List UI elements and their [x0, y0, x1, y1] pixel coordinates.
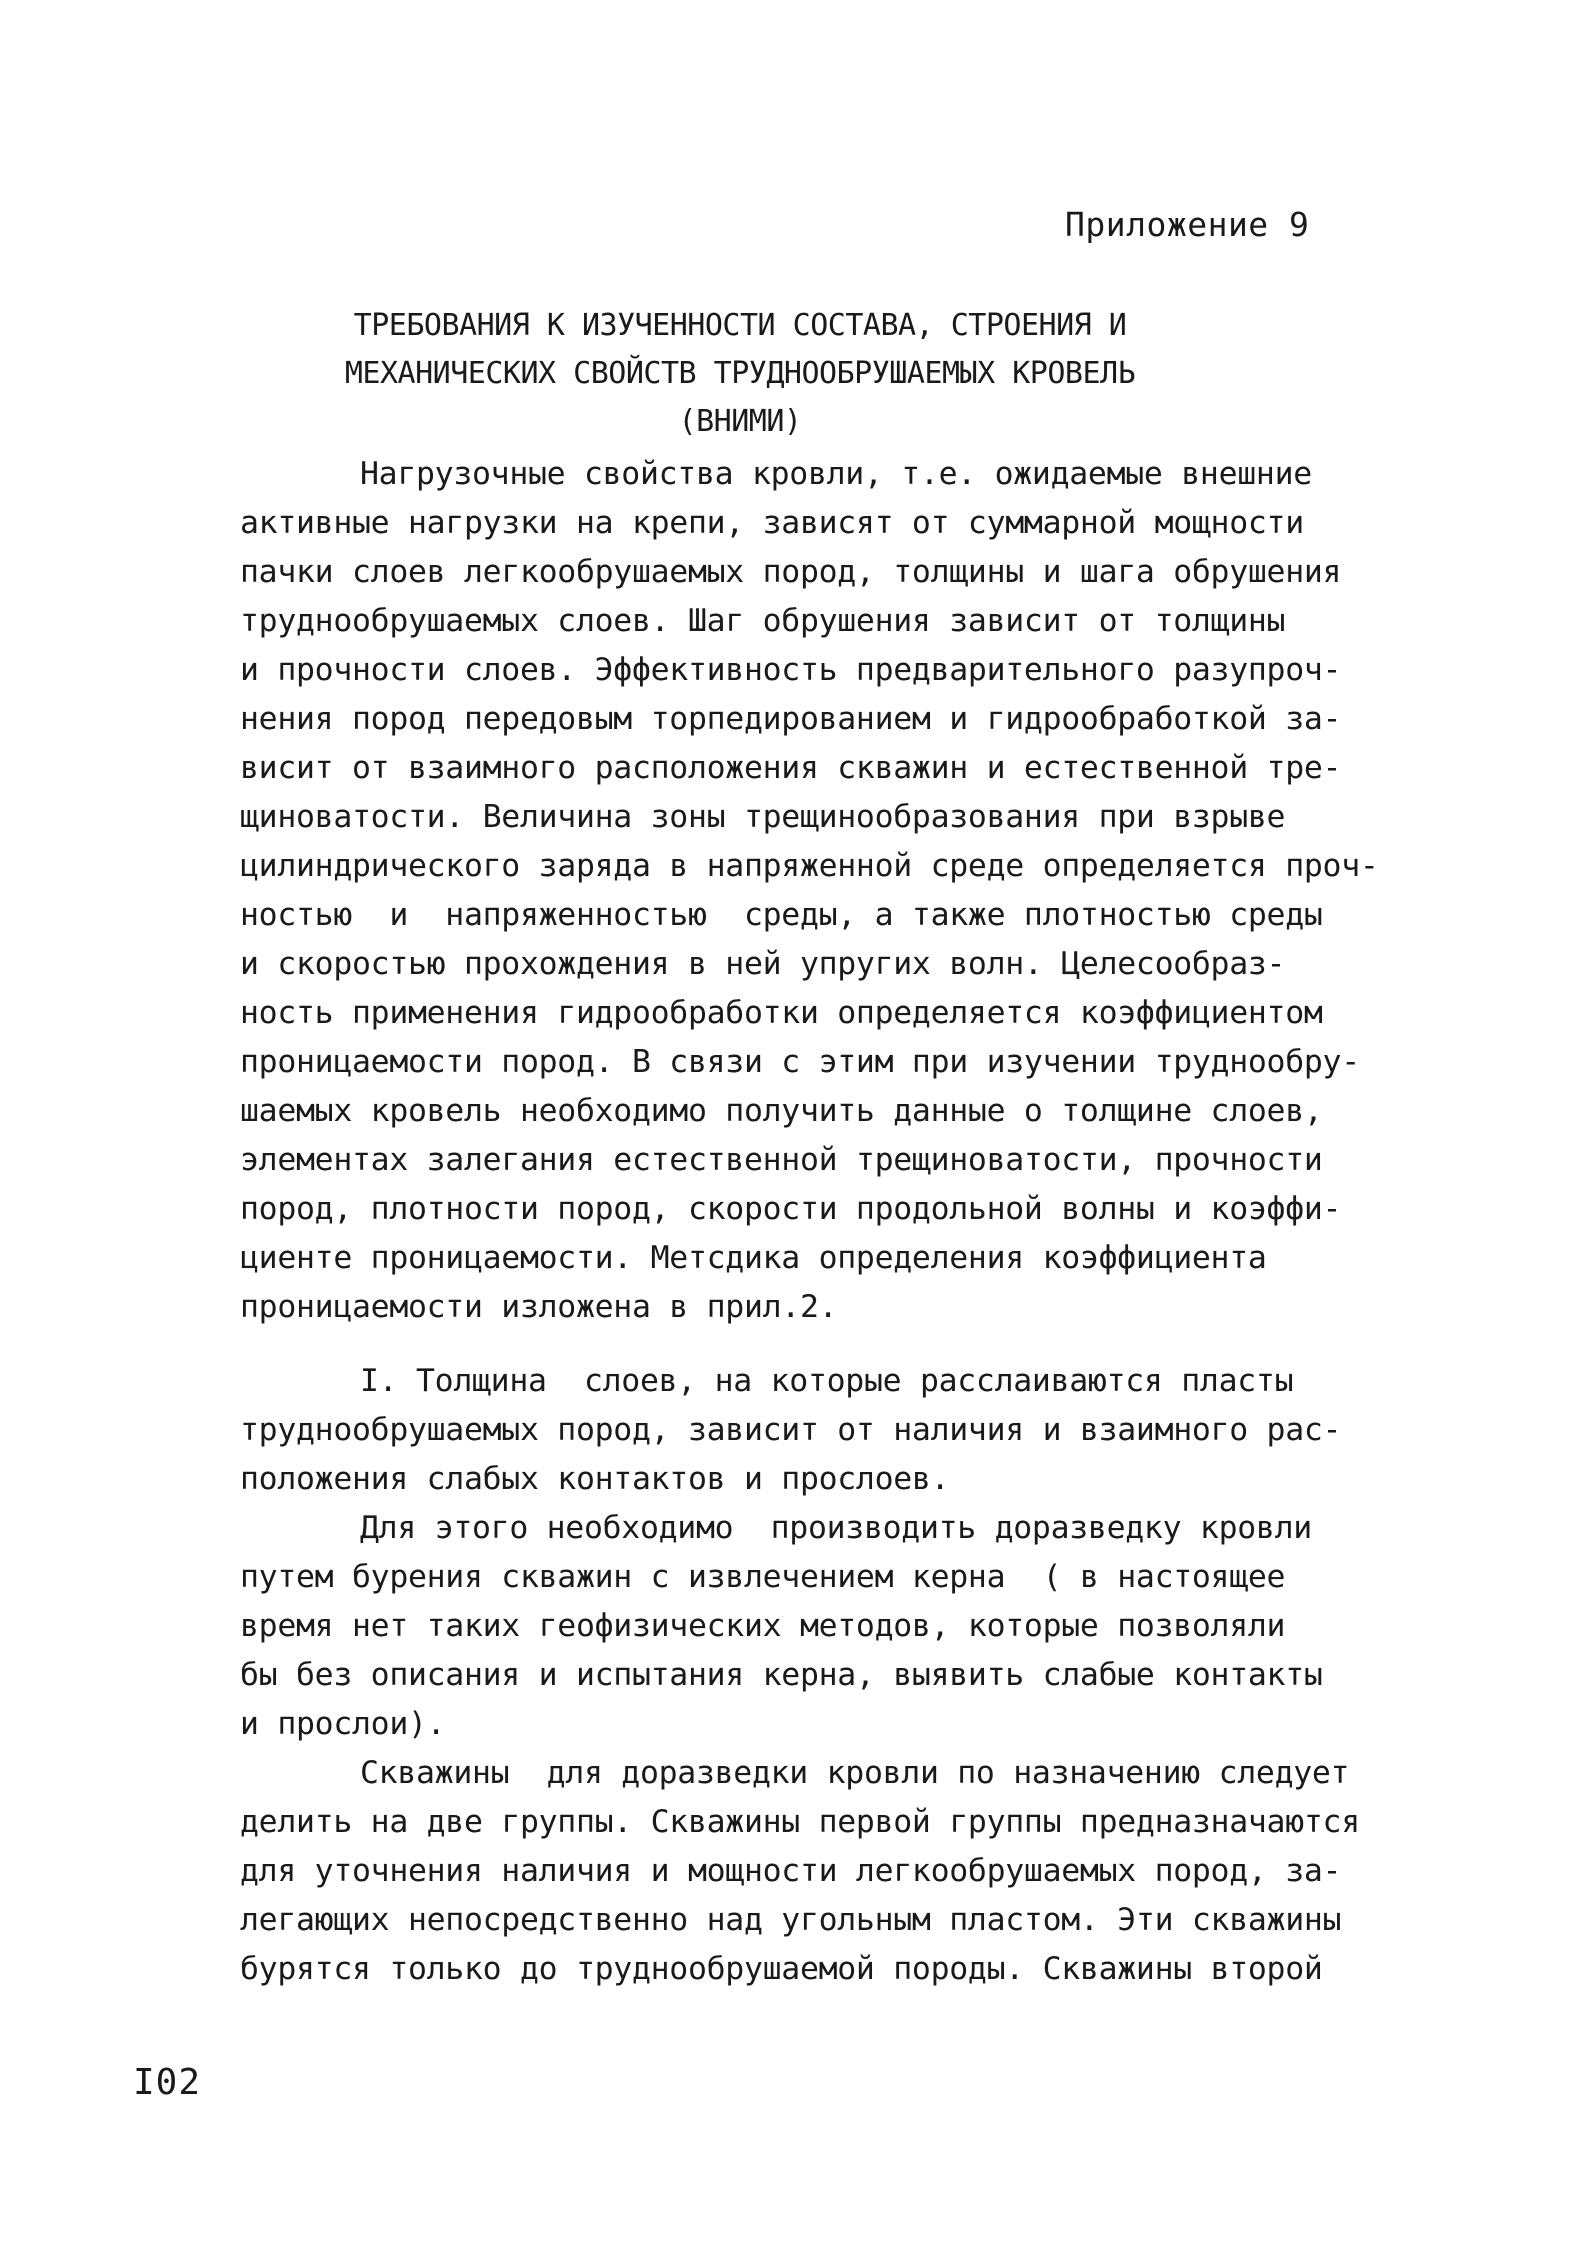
text-line: I. Толщина слоев, на которые расслаиваются пласты: [360, 1363, 1294, 1399]
text-line: путем бурения скважин с извлечением керна ( в настоящее: [240, 1559, 1286, 1595]
text-line: висит от взаимного расположения скважин и естественной тре-: [240, 750, 1342, 786]
text-line: щиноватости. Величина зоны трещинообразования при взрыве: [240, 799, 1286, 835]
text-line: делить на две группы. Скважины первой группы предназначаются: [240, 1804, 1360, 1840]
text-line: труднообрушаемых слоев. Шаг обрушения зависит от толщины: [240, 603, 1286, 639]
text-line: элементах залегания естественной трещиноватости, прочности: [240, 1142, 1323, 1178]
document-title: [240, 302, 1240, 446]
text-line: бы без описания и испытания керна, выявить слабые контакты: [240, 1657, 1323, 1693]
text-line: труднообрушаемых пород, зависит от наличия и взаимного рас-: [240, 1412, 1342, 1448]
text-line: проницаемости пород. В связи с этим при изучении труднообру-: [240, 1044, 1360, 1080]
text-line: и прочности слоев. Эффективность предварительного разупроч-: [240, 652, 1342, 688]
text-line: ность применения гидрообработки определяется коэффициентом: [240, 995, 1323, 1031]
text-line: нения пород передовым торпедированием и гидрообработкой за-: [240, 701, 1342, 737]
page-number: I02: [133, 2062, 202, 2103]
text-line: Нагрузочные свойства кровли, т.е. ожидаемые внешние: [360, 456, 1312, 492]
title-line-1: ТРЕБОВАНИЯ К ИЗУЧЕННОСТИ СОСТАВА, СТРОЕНИЯ И: [353, 308, 1127, 343]
text-line: и скоростью прохождения в ней упругих волн. Целесообраз-: [240, 946, 1286, 982]
text-line: бурятся только до труднообрушаемой породы. Скважины второй: [240, 1951, 1323, 1987]
text-line: шаемых кровель необходимо получить данные о толщине слоев,: [240, 1093, 1323, 1129]
text-line: активные нагрузки на крепи, зависят от суммарной мощности: [240, 505, 1304, 541]
text-line: циенте проницаемости. Метсдика определения коэффициента: [240, 1240, 1267, 1276]
text-line: легающих непосредственно над угольным пластом. Эти скважины: [240, 1902, 1342, 1938]
text-line: время нет таких геофизических методов, которые позволяли: [240, 1608, 1286, 1644]
title-line-3: (ВНИМИ): [678, 404, 802, 439]
title-line-2: МЕХАНИЧЕСКИХ СВОЙСТВ ТРУДНООБРУШАЕМЫХ КРОВЕЛЬ: [344, 356, 1136, 391]
text-line: пород, плотности пород, скорости продольной волны и коэффи-: [240, 1191, 1342, 1227]
text-line: Для этого необходимо производить доразведку кровли: [360, 1510, 1312, 1546]
text-line: цилиндрического заряда в напряженной среде определяется проч-: [240, 848, 1379, 884]
appendix-label: Приложение 9: [1065, 205, 1310, 244]
text-line: для уточнения наличия и мощности легкообрушаемых пород, за-: [240, 1853, 1342, 1889]
text-line: Скважины для доразведки кровли по назначению следует: [360, 1755, 1350, 1791]
text-line: и прослои).: [240, 1706, 446, 1742]
text-line: проницаемости изложена в прил.2.: [240, 1289, 838, 1325]
text-line: пачки слоев легкообрушаемых пород, толщины и шага обрушения: [240, 554, 1342, 590]
text-line: ностью и напряженностью среды, а также плотностью среды: [240, 897, 1323, 933]
text-line: положения слабых контактов и прослоев.: [240, 1461, 950, 1497]
